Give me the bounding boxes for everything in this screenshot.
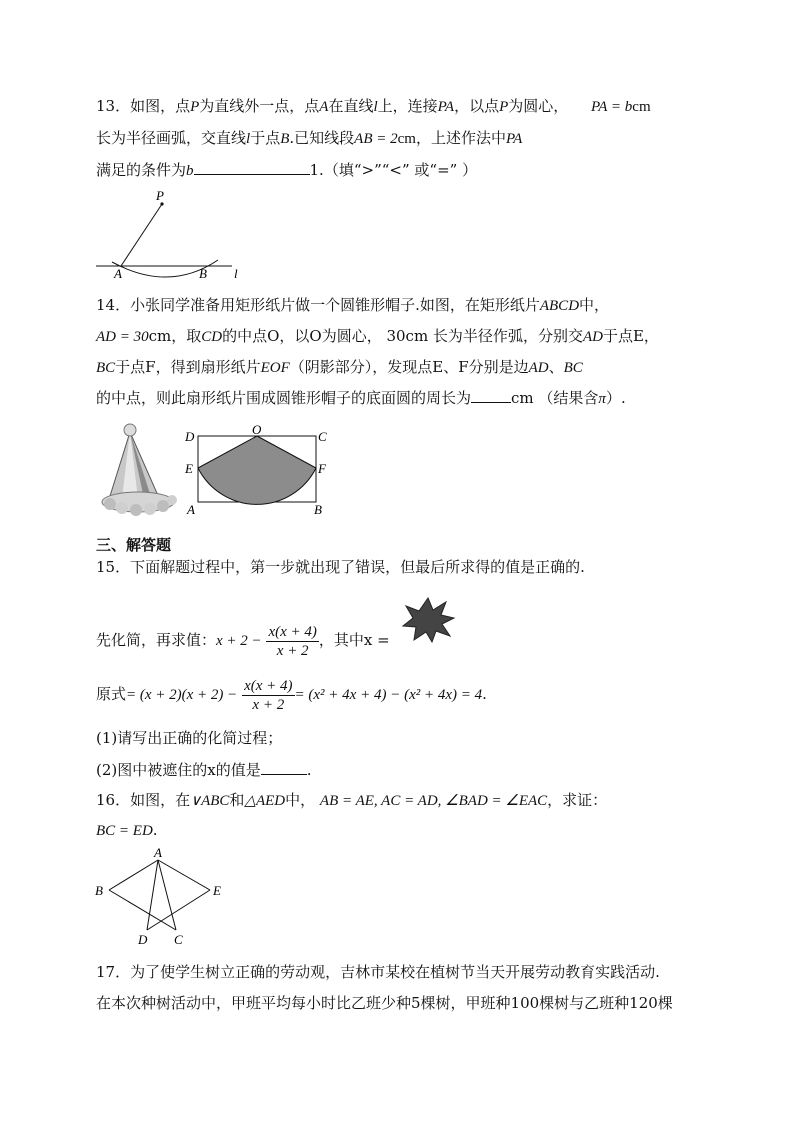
math-pa-eq-b: PA = b: [591, 99, 633, 115]
math-b: b: [186, 163, 194, 179]
math-l: l: [246, 131, 251, 147]
text: 为直线外一点，点: [199, 97, 320, 115]
q14-line1: [96, 295, 609, 316]
math-a: A: [319, 99, 329, 115]
text: 原式: [96, 685, 127, 703]
math-bc: BC: [96, 360, 116, 376]
hidden-value-splat-icon: [400, 596, 456, 644]
text: 在直线: [328, 97, 374, 115]
pompom: [157, 500, 169, 512]
label-d: D: [138, 932, 148, 947]
text: 于点F，得到扇形纸片: [115, 358, 261, 376]
math-conditions: AB = AE, AC = AD, ∠BAD = ∠EAC: [319, 793, 548, 809]
text: cm，取: [148, 327, 202, 345]
text: 16．如图，在: [96, 791, 191, 809]
text: 中，: [285, 791, 316, 809]
fraction: [266, 623, 318, 660]
numerator: x(x + 4): [268, 623, 317, 640]
pompom: [167, 495, 177, 505]
math-ab-eq: AB = 2: [354, 131, 398, 147]
q14-line4: [96, 388, 626, 409]
math-ad: AD: [528, 360, 549, 376]
unit-cm: cm: [632, 99, 651, 115]
label-c: C: [174, 932, 183, 947]
cone-hat-image: [100, 420, 180, 516]
math-expression: x + 2 −: [216, 633, 262, 649]
q13-line1: [96, 96, 651, 117]
text: .: [482, 685, 487, 703]
text: 的中点，则此扇形纸片围成圆锥形帽子的底面圆的周长为: [96, 389, 472, 407]
math-bc: BC: [563, 360, 583, 376]
answer-blank[interactable]: [194, 160, 310, 175]
label-a: A: [114, 266, 122, 280]
section-heading: 三、解答题: [96, 536, 172, 554]
math-abcd: ABCD: [539, 298, 580, 314]
q16-line2: [96, 820, 158, 841]
text: ，以点: [454, 97, 500, 115]
text: ）.: [605, 389, 626, 407]
text: （阴影部分），发现点E、F分别是边: [289, 358, 529, 376]
text: ，其中x =: [318, 631, 390, 649]
numerator: x(x + 4): [244, 677, 293, 694]
math-p: P: [190, 99, 200, 115]
text: ，求证：: [547, 791, 608, 809]
text: 1.（填“>”“<” 或“=” ）: [309, 161, 478, 179]
label-f: F: [318, 461, 326, 476]
label-o: O: [252, 424, 262, 437]
answer-blank[interactable]: [261, 760, 307, 775]
q14-line2: [96, 326, 659, 347]
q13-figure: [94, 186, 254, 280]
math-expression: = (x + 2)(x + 2) −: [126, 687, 238, 703]
math-triangle-abc: ∨ABC: [190, 793, 230, 809]
text: 先化简，再求值：: [96, 631, 217, 649]
text: 14．小张同学准备用矩形纸片做一个圆锥形帽子.如图，在矩形纸片: [96, 296, 540, 314]
pompom: [116, 502, 128, 514]
math-p: P: [499, 99, 509, 115]
q14-line3: [96, 357, 583, 378]
text: .已知线段: [289, 129, 355, 147]
fraction: [242, 677, 294, 714]
text: 13．如图，点: [96, 97, 191, 115]
segment-ab: [109, 860, 158, 890]
text: 中，: [579, 296, 610, 314]
segment-ae: [158, 860, 210, 890]
q15-sub2: [96, 760, 312, 780]
pompom: [144, 503, 156, 515]
label-b: B: [95, 883, 103, 898]
math-expression: = (x² + 4x + 4) − (x² + 4x) = 4: [294, 687, 483, 703]
q15-line1: [96, 557, 585, 577]
math-l: l: [373, 99, 378, 115]
text: .: [152, 821, 158, 839]
label-l: l: [234, 266, 238, 280]
math-ad-eq: AD = 30: [96, 329, 149, 345]
segment-ac: [158, 860, 176, 930]
text: cm （结果含: [511, 389, 599, 407]
q16-figure: [92, 846, 232, 950]
text: 、: [548, 358, 564, 376]
math-pa: PA: [437, 99, 455, 115]
math-pi: π: [598, 391, 606, 407]
text: 15．下面解题过程中，第一步就出现了错误，但最后所求得的值是正确的.: [96, 558, 585, 576]
label-d: D: [185, 429, 195, 444]
q17-line1: [96, 962, 660, 982]
text: 在本次种树活动中，甲班平均每小时比乙班少种5棵树，甲班种100棵树与乙班种120棵: [96, 994, 673, 1012]
label-e: E: [185, 461, 193, 476]
label-c: C: [318, 429, 327, 444]
text: (1)请写出正确的化简过程；: [96, 729, 283, 747]
q13-line2: [96, 128, 522, 149]
segment-ad: [147, 860, 158, 930]
splat-shape: [403, 598, 454, 642]
segment-ed: [147, 890, 210, 930]
denominator: x + 2: [252, 696, 285, 713]
pompom: [130, 504, 142, 516]
text: 17．为了使学生树立正确的劳动观，吉林市某校在植树节当天开展劳动教育实践活动.: [96, 963, 660, 981]
text: 满足的条件为: [96, 161, 187, 179]
text: (2)图中被遮住的x的值是: [96, 761, 261, 779]
q15-line2: [96, 620, 390, 661]
q13-line3: [96, 160, 477, 181]
segment-bc: [109, 890, 176, 930]
q16-line1: [96, 790, 607, 811]
text: 长为半径画弧，交直线: [96, 129, 247, 147]
label-p: P: [156, 188, 164, 203]
text: 为圆心，: [508, 97, 569, 115]
segment-pa: [121, 204, 162, 266]
text: 的中点O，以O为圆心， 30cm 长为半径作弧，分别交: [222, 327, 583, 345]
unit-cm: cm: [397, 131, 416, 147]
answer-blank[interactable]: [471, 388, 511, 403]
math-goal: BC = ED: [96, 823, 153, 839]
label-b: B: [199, 266, 207, 280]
math-pa: PA: [505, 131, 523, 147]
text: 上，连接: [377, 97, 438, 115]
pompom-top: [124, 424, 136, 436]
q17-line2: [96, 993, 673, 1013]
text: 和: [229, 791, 245, 809]
q14-figure: [182, 424, 332, 520]
math-b: B: [280, 131, 290, 147]
pompom: [104, 498, 116, 510]
text: ，上述作法中: [415, 129, 506, 147]
sector-eof: [198, 436, 316, 504]
q15-line3: [96, 674, 487, 715]
math-triangle-aed: △AED: [244, 793, 286, 809]
label-a: A: [154, 846, 162, 860]
math-cd: CD: [201, 329, 223, 345]
text: 于点: [250, 129, 281, 147]
text: .: [306, 761, 312, 779]
q15-sub1: [96, 728, 282, 748]
label-a: A: [187, 502, 195, 517]
label-b: B: [314, 502, 322, 517]
label-e: E: [213, 883, 221, 898]
text: 于点E，: [602, 327, 659, 345]
math-ad: AD: [582, 329, 603, 345]
denominator: x + 2: [276, 642, 309, 659]
math-eof: EOF: [260, 360, 290, 376]
